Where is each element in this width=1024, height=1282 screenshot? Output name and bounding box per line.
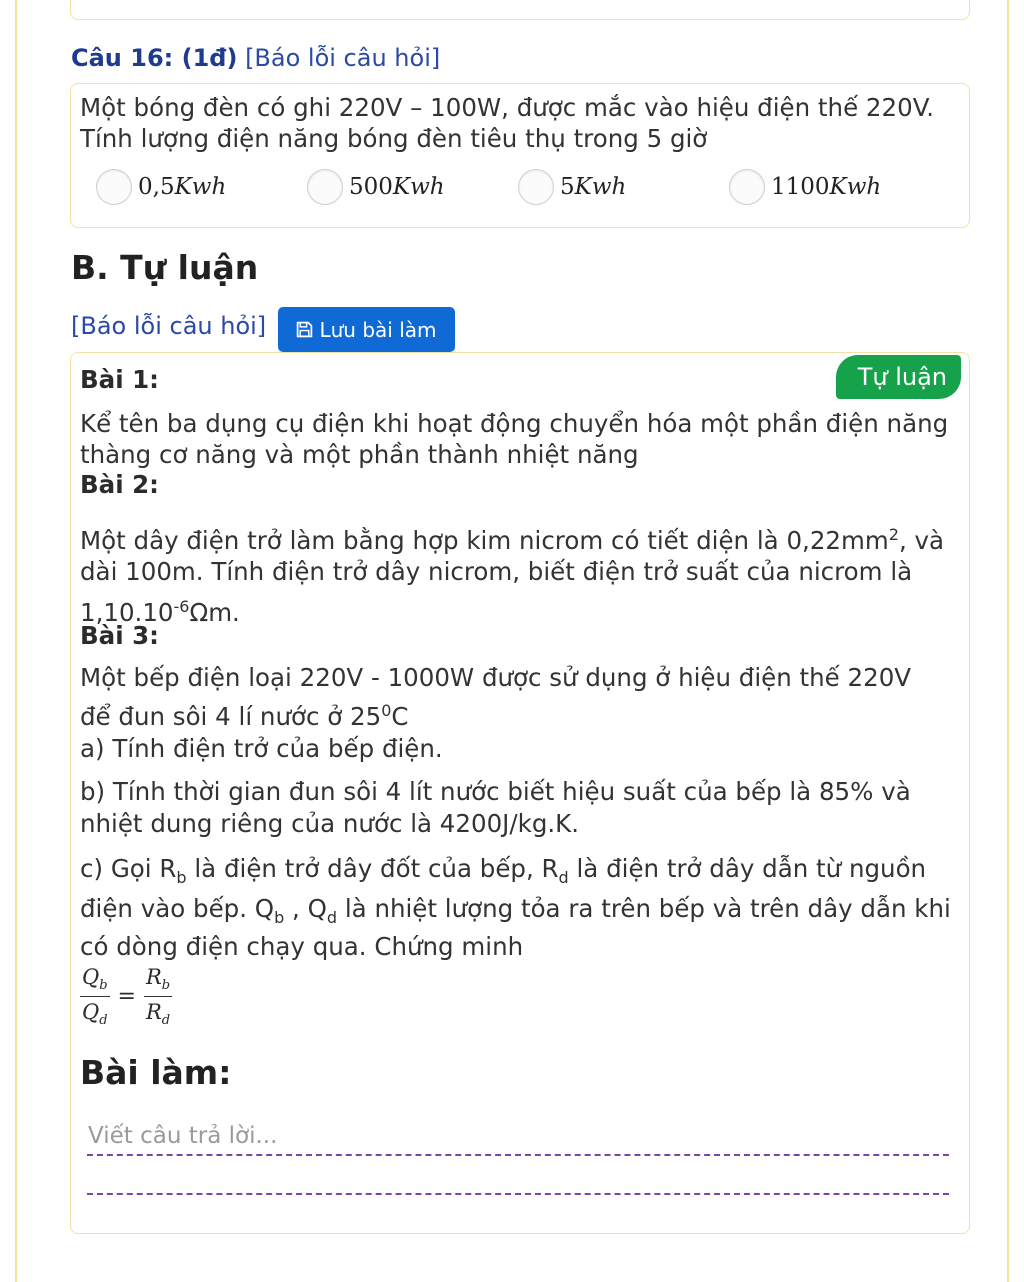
question-number: Câu 16: (1đ) [71,44,238,72]
radio-button[interactable] [729,169,765,205]
question-text-line: Một bóng đèn có ghi 220V – 100W, được mắc vào hiệu điện thế 220V. [80,93,935,122]
bai1-text: Kể tên ba dụng cụ điện khi hoạt động chuyển hóa một phần điện năng thàng cơ năng và một phần thành nhiệt năng [80,409,949,469]
save-button-label: Lưu bài làm [319,317,437,342]
save-button[interactable] [278,307,455,352]
answer-option-b[interactable] [307,169,445,205]
floppy-disk-icon [296,321,313,338]
option-label: 0,5Kwh [138,174,227,200]
answer-option-d[interactable] [729,169,881,205]
question-text-line: Tính lượng điện năng bóng đèn tiêu thụ trong 5 giờ [80,124,708,153]
option-label: 500Kwh [349,174,445,200]
question-text [80,92,960,154]
question-card [70,83,970,228]
answer-placeholder: Viết câu trả lời... [88,1123,278,1149]
bai3-label: Bài 3: [80,621,159,650]
answer-option-c[interactable] [518,169,626,205]
radio-button[interactable] [96,169,132,205]
bai2-label: Bài 2: [80,470,159,499]
answer-line [87,1193,949,1195]
option-label: 1100Kwh [771,174,882,200]
formula: $\frac{Q_b}{Q_d}$ = $\frac{R_b}{R_d}$ [82,965,171,1029]
previous-question-card [70,0,970,20]
option-label: 5Kwh [560,174,627,200]
radio-button[interactable] [518,169,554,205]
answer-textarea[interactable] [87,1121,949,1201]
section-title: B. Tự luận [71,248,259,287]
report-error-link[interactable]: [Báo lỗi câu hỏi] [71,312,267,340]
essay-type-badge: Tự luận [836,355,961,399]
answer-line [87,1154,949,1156]
bai3-text: Một bếp điện loại 220V - 1000W được sử dụng ở hiệu điện thế 220V để đun sôi 4 lí nước ở $25^0C$ a) Tính điện trở của bếp điện. b) Tính thời gian đun sôi 4 lít nước biết hiệu suất của bếp là 85% và nhiệt dung riêng của nước là 4200J/kg.K. c) Gọi $R_b$ là điện trở dây đốt của bếp, $R_d$ là điện trở dây dẫn từ nguồn điện vào bếp. $Q_b$ , $Q_d$ là nhiệt lượng tỏa ra trên bếp và trên dây dẫn khi có dòng điện chạy qua. Chứng minh [80,663,951,961]
bai2-text: Một dây điện trở làm bằng hợp kim nicrom có tiết diện là $0,22mm^2$, và dài 100m. Tính điện trở dây nicrom, biết điện trở suất của nicrom là $1,10.10^{-6}\Omega m$. [80,525,945,628]
bai1-label: Bài 1: [80,365,159,394]
radio-button[interactable] [307,169,343,205]
answer-option-a[interactable] [96,169,226,205]
work-title: Bài làm: [80,1053,232,1092]
question-header [71,44,440,72]
essay-card [70,352,970,1234]
report-error-link[interactable]: [Báo lỗi câu hỏi] [245,44,441,72]
